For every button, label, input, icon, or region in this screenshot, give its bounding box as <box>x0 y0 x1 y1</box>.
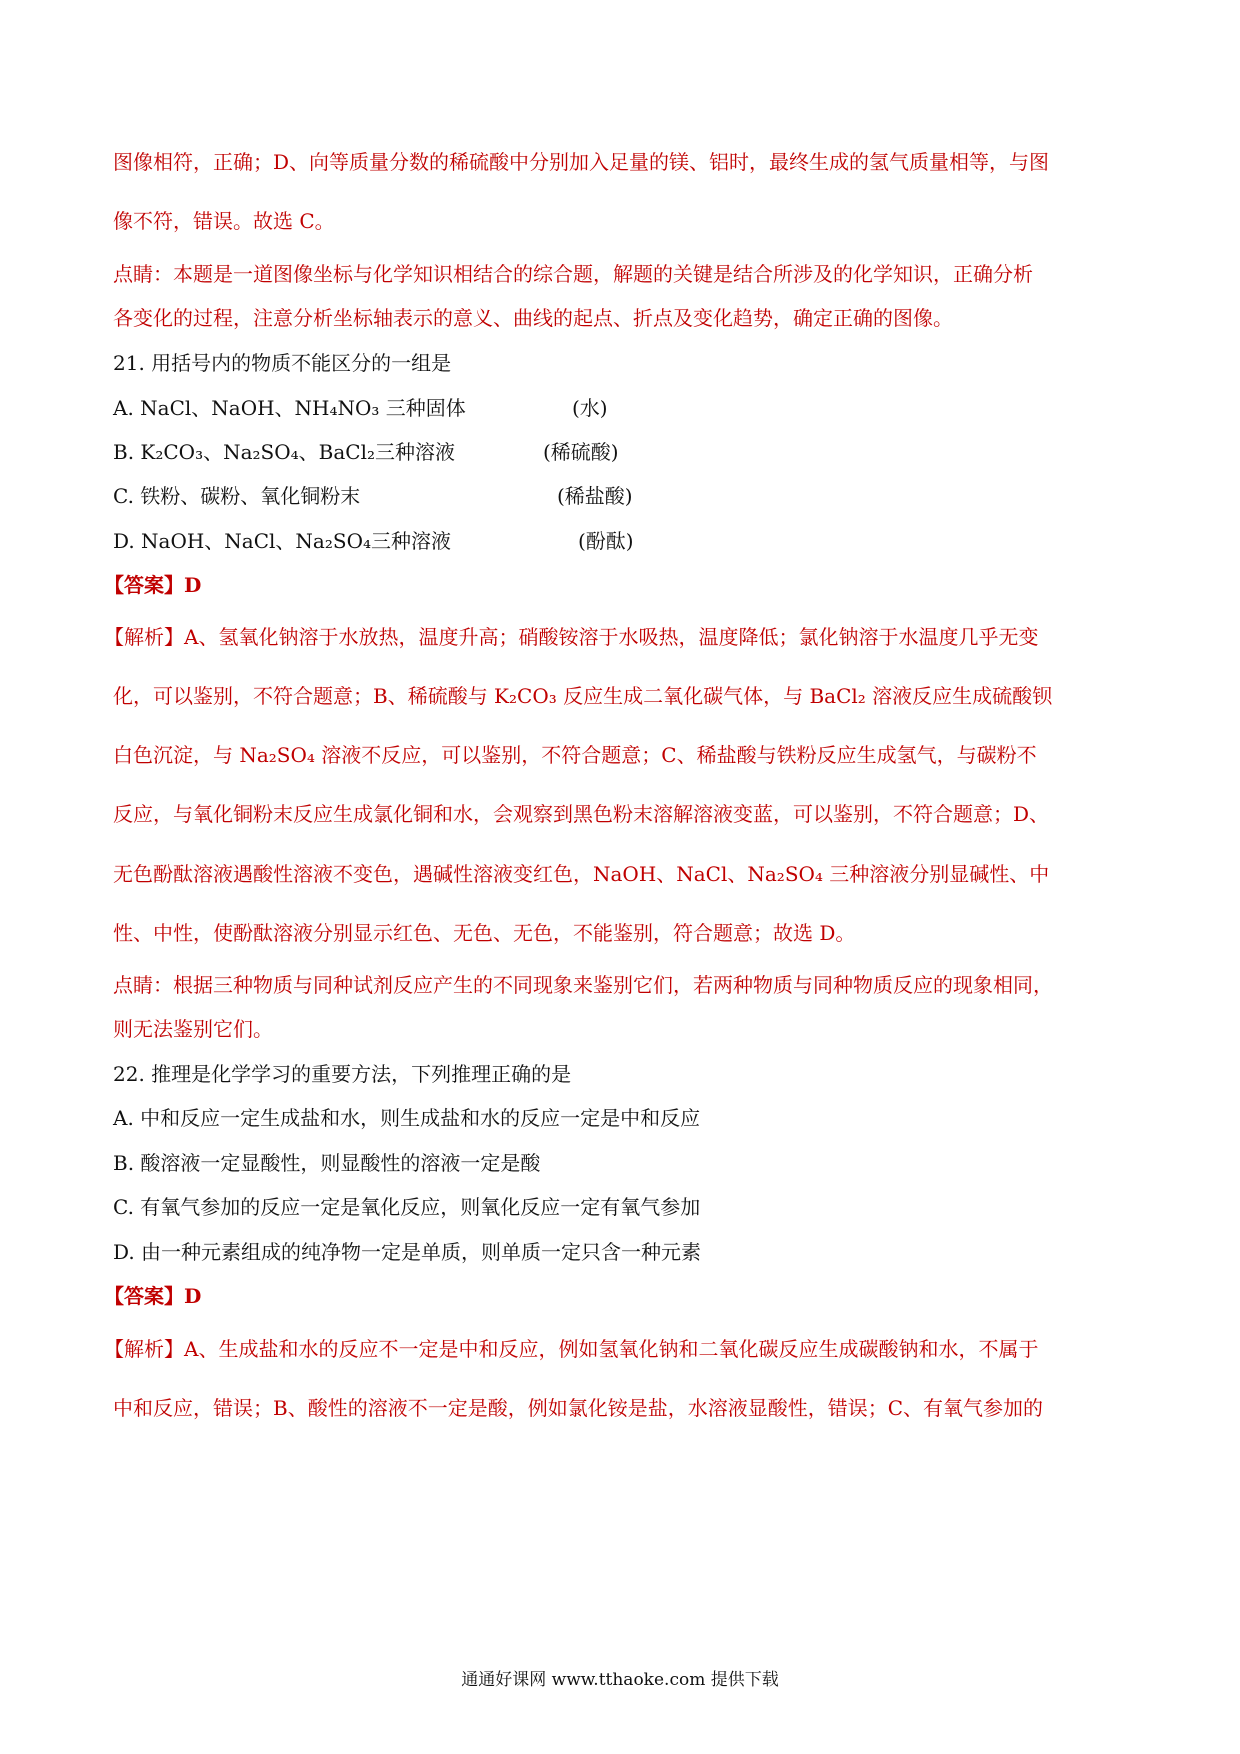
option-a: A. 中和反应一定生成盐和水，则生成盐和水的反应一定是中和反应 <box>113 1106 701 1130</box>
option-d: D. NaOH、NaCl、Na₂SO₄三种溶液 <box>113 529 451 553</box>
option-b-reagent: (稀硫酸) <box>543 440 619 464</box>
analysis-line: 化，可以鉴别，不符合题意；B、稀硫酸与 K₂CO₃ 反应生成二氧化碳气体，与 BaCl₂ 溶液反应生成硫酸钡 <box>113 684 1053 708</box>
analysis-line: 【解析】A、氢氧化钠溶于水放热，温度升高；硝酸铵溶于水吸热，温度降低；氯化钠溶于水温度几乎无变 <box>104 625 1039 649</box>
question-stem: 21. 用括号内的物质不能区分的一组是 <box>113 351 452 375</box>
analysis-line: 图像相符，正确；D、向等质量分数的稀硫酸中分别加入足量的镁、铝时，最终生成的氢气质量相等，与图 <box>113 150 1050 174</box>
analysis-line: 反应，与氧化铜粉末反应生成氯化铜和水，会观察到黑色粉末溶解溶液变蓝，可以鉴别，不符合题意；D、 <box>113 802 1050 826</box>
analysis-line: 【解析】A、生成盐和水的反应不一定是中和反应，例如氢氧化钠和二氧化碳反应生成碳酸钠和水，不属于 <box>104 1337 1039 1361</box>
option-a: A. NaCl、NaOH、NH₄NO₃ 三种固体 <box>113 396 466 420</box>
tip-line: 点睛：本题是一道图像坐标与化学知识相结合的综合题，解题的关键是结合所涉及的化学知识，正确分析 <box>113 262 1033 286</box>
option-d: D. 由一种元素组成的纯净物一定是单质，则单质一定只含一种元素 <box>113 1240 702 1264</box>
tip-line: 点睛：根据三种物质与同种试剂反应产生的不同现象来鉴别它们，若两种物质与同种物质反应的现象相同， <box>113 973 1053 997</box>
tip-line: 各变化的过程，注意分析坐标轴表示的意义、曲线的起点、折点及变化趋势，确定正确的图像。 <box>113 306 953 330</box>
answer: 【答案】D <box>104 573 202 597</box>
option-c: C. 有氧气参加的反应一定是氧化反应，则氧化反应一定有氧气参加 <box>113 1195 701 1219</box>
tip-line: 则无法鉴别它们。 <box>113 1017 273 1041</box>
question-stem: 22. 推理是化学学习的重要方法，下列推理正确的是 <box>113 1062 572 1086</box>
analysis-line: 白色沉淀，与 Na₂SO₄ 溶液不反应，可以鉴别，不符合题意；C、稀盐酸与铁粉反应生成氢气，与碳粉不 <box>113 743 1037 767</box>
analysis-line: 像不符，错误。故选 C。 <box>113 209 335 233</box>
page-footer: 通通好课网 www.tthaoke.com 提供下载 <box>461 1670 779 1690</box>
answer: 【答案】D <box>104 1284 202 1308</box>
option-a-reagent: (水) <box>572 396 608 420</box>
option-d-reagent: (酚酞) <box>578 529 634 553</box>
option-c: C. 铁粉、碳粉、氧化铜粉末 <box>113 484 361 508</box>
option-c-reagent: (稀盐酸) <box>557 484 633 508</box>
option-b: B. K₂CO₃、Na₂SO₄、BaCl₂三种溶液 <box>113 440 455 464</box>
analysis-line: 中和反应，错误；B、酸性的溶液不一定是酸，例如氯化铵是盐，水溶液显酸性，错误；C、有氧气参加的 <box>113 1396 1043 1420</box>
analysis-line: 无色酚酞溶液遇酸性溶液不变色，遇碱性溶液变红色，NaOH、NaCl、Na₂SO₄ 三种溶液分别显碱性、中 <box>113 862 1050 886</box>
analysis-line: 性、中性，使酚酞溶液分别显示红色、无色、无色，不能鉴别，符合题意；故选 D。 <box>113 921 856 945</box>
option-b: B. 酸溶液一定显酸性，则显酸性的溶液一定是酸 <box>113 1151 541 1175</box>
